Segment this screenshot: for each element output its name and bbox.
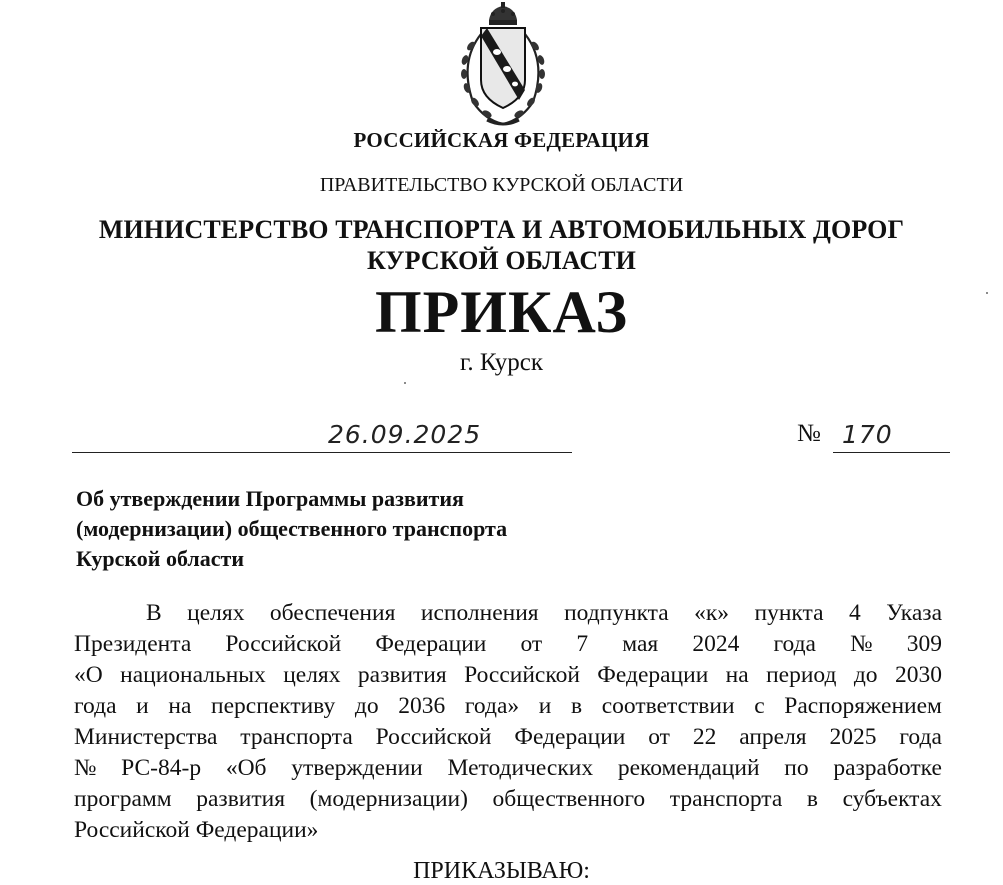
- document-subject: [76, 484, 507, 574]
- scan-speck: [986, 292, 988, 294]
- body-line: Российской Федерации»: [74, 817, 319, 843]
- document-number: 170: [842, 420, 893, 449]
- scan-speck: [404, 382, 406, 384]
- subject-line: (модернизации) общественного транспорта: [76, 516, 508, 541]
- body-line: года и на перспективу до 2036 года» и в соответствии с Распоряжением: [74, 693, 942, 719]
- body-line: № РС-84-р «Об утверждении Методических рекомендаций по разработке: [74, 755, 942, 781]
- document-type-title: ПРИКАЗ: [374, 279, 628, 345]
- order-word: ПРИКАЗЫВАЮ:: [413, 858, 590, 884]
- subject-line: Об утверждении Программы развития: [76, 486, 464, 511]
- number-label: №: [797, 420, 821, 447]
- government-heading: ПРАВИТЕЛЬСТВО КУРСКОЙ ОБЛАСТИ: [319, 174, 684, 196]
- document-body: [74, 600, 942, 848]
- body-line: Министерства транспорта Российской Федерации от 22 апреля 2025 года: [74, 724, 942, 750]
- body-line: «О национальных целях развития Российской Федерации на период до 2030: [74, 662, 942, 688]
- body-line: Президента Российской Федерации от 7 мая 2024 года № 309: [74, 631, 942, 657]
- country-heading: РОССИЙСКАЯ ФЕДЕРАЦИЯ: [353, 128, 650, 152]
- body-line: программ развития (модернизации) общественного транспорта в субъектах: [74, 786, 942, 812]
- ministry-heading-line1: МИНИСТЕРСТВО ТРАНСПОРТА И АВТОМОБИЛЬНЫХ ДОРОГ: [98, 215, 905, 244]
- body-line: В целях обеспечения исполнения подпункта «к» пункта 4 Указа: [146, 600, 942, 626]
- kursk-region-coat-of-arms-icon: [451, 2, 555, 128]
- number-underline: [833, 452, 950, 453]
- subject-line: Курской области: [76, 546, 245, 571]
- ministry-heading-line2: КУРСКОЙ ОБЛАСТИ: [366, 246, 636, 275]
- date-underline: [72, 452, 572, 453]
- city-label: г. Курск: [460, 349, 543, 376]
- document-date: 26.09.2025: [328, 420, 482, 449]
